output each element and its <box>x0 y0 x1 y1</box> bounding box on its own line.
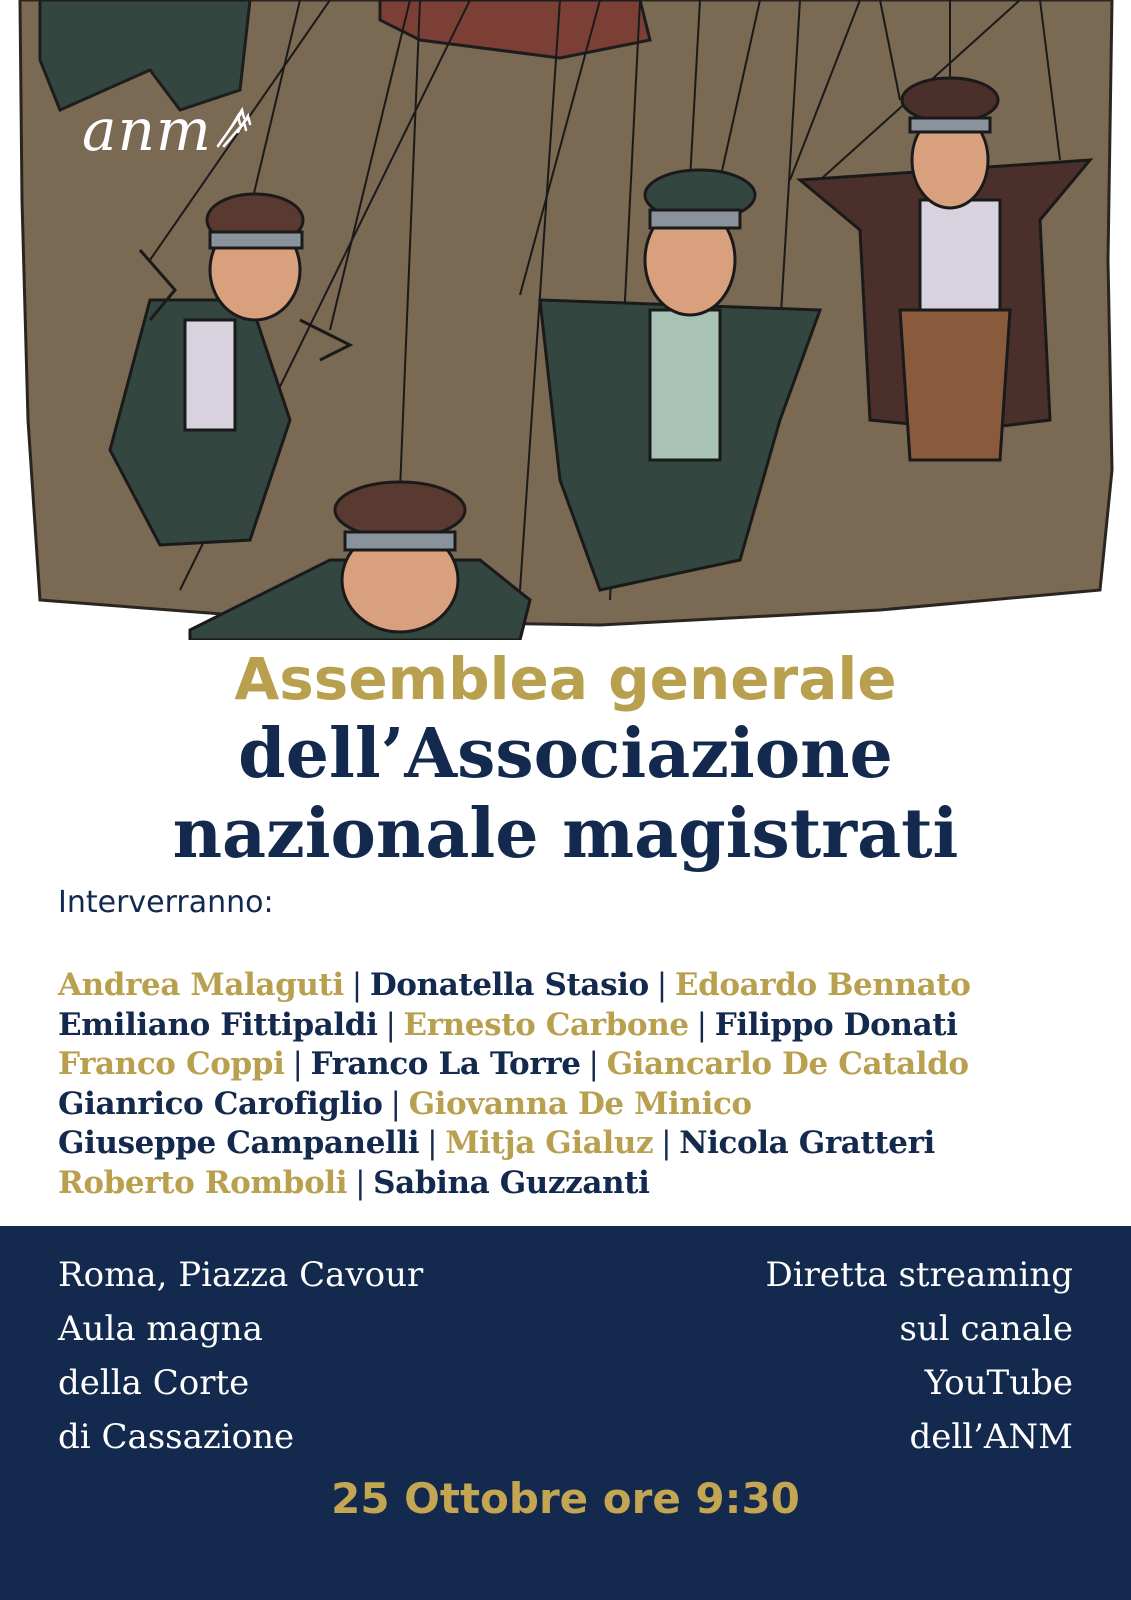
speaker-name: Gianrico Carofiglio <box>58 1085 383 1122</box>
streaming-line: YouTube <box>924 1363 1073 1403</box>
speaker-name: Edoardo Bennato <box>674 967 971 1003</box>
speaker-separator: | <box>696 1006 707 1043</box>
streaming-line: dell’ANM <box>909 1417 1073 1457</box>
title-line-1: Assemblea generale <box>234 645 897 713</box>
anm-logo <box>82 96 252 164</box>
speaker-name: Andrea Malaguti <box>58 967 344 1003</box>
wheat-ears-icon <box>214 96 252 164</box>
streaming-line: Diretta streaming <box>765 1255 1073 1295</box>
venue-block <box>58 1248 423 1464</box>
speaker-separator: | <box>427 1125 438 1161</box>
speaker-name: Giovanna De Minico <box>408 1085 752 1122</box>
title-line-3: nazionale magistrati <box>172 794 959 874</box>
speaker-separator: | <box>588 1046 599 1082</box>
speaker-name: Nicola Gratteri <box>679 1125 935 1161</box>
speaker-name: Sabina Guzzanti <box>373 1164 650 1201</box>
speaker-name: Filippo Donati <box>714 1006 958 1043</box>
speaker-name: Roberto Romboli <box>58 1164 348 1201</box>
speaker-separator: | <box>355 1164 366 1201</box>
speaker-row <box>58 1006 1098 1046</box>
speaker-row <box>58 1164 1098 1204</box>
venue-line: della Corte <box>58 1363 250 1403</box>
venue-line: di Cassazione <box>58 1417 295 1457</box>
speaker-name: Giuseppe Campanelli <box>58 1125 420 1161</box>
speaker-row <box>58 1124 1098 1164</box>
logo-text: anm <box>82 96 212 164</box>
speaker-name: Mitja Gialuz <box>445 1125 654 1161</box>
venue-line: Roma, Piazza Cavour <box>58 1255 424 1295</box>
speaker-name: Franco Coppi <box>58 1046 285 1082</box>
speaker-separator: | <box>661 1125 672 1161</box>
speaker-name: Donatella Stasio <box>369 967 649 1003</box>
speaker-row <box>58 966 1098 1006</box>
speaker-separator: | <box>390 1085 401 1122</box>
streaming-line: sul canale <box>899 1309 1073 1349</box>
speaker-row <box>58 1085 1098 1125</box>
footer-panel <box>0 1226 1131 1600</box>
speaker-name: Ernesto Carbone <box>403 1006 689 1043</box>
streaming-block <box>766 1248 1073 1464</box>
event-date: 25 Ottobre ore 9:30 <box>331 1474 800 1523</box>
speaker-separator: | <box>385 1006 396 1043</box>
speaker-name: Giancarlo De Cataldo <box>606 1046 969 1082</box>
speaker-separator: | <box>656 967 667 1003</box>
speaker-separator: | <box>292 1046 303 1082</box>
speaker-separator: | <box>351 967 362 1003</box>
speakers-intro: Interverranno: <box>58 885 274 920</box>
title-line-2: dell’Associazione <box>238 714 893 794</box>
speaker-row <box>58 1045 1098 1085</box>
speaker-name: Franco La Torre <box>310 1046 581 1082</box>
venue-line: Aula magna <box>58 1309 263 1349</box>
speaker-list <box>58 966 1098 1203</box>
speaker-name: Emiliano Fittipaldi <box>58 1006 378 1043</box>
